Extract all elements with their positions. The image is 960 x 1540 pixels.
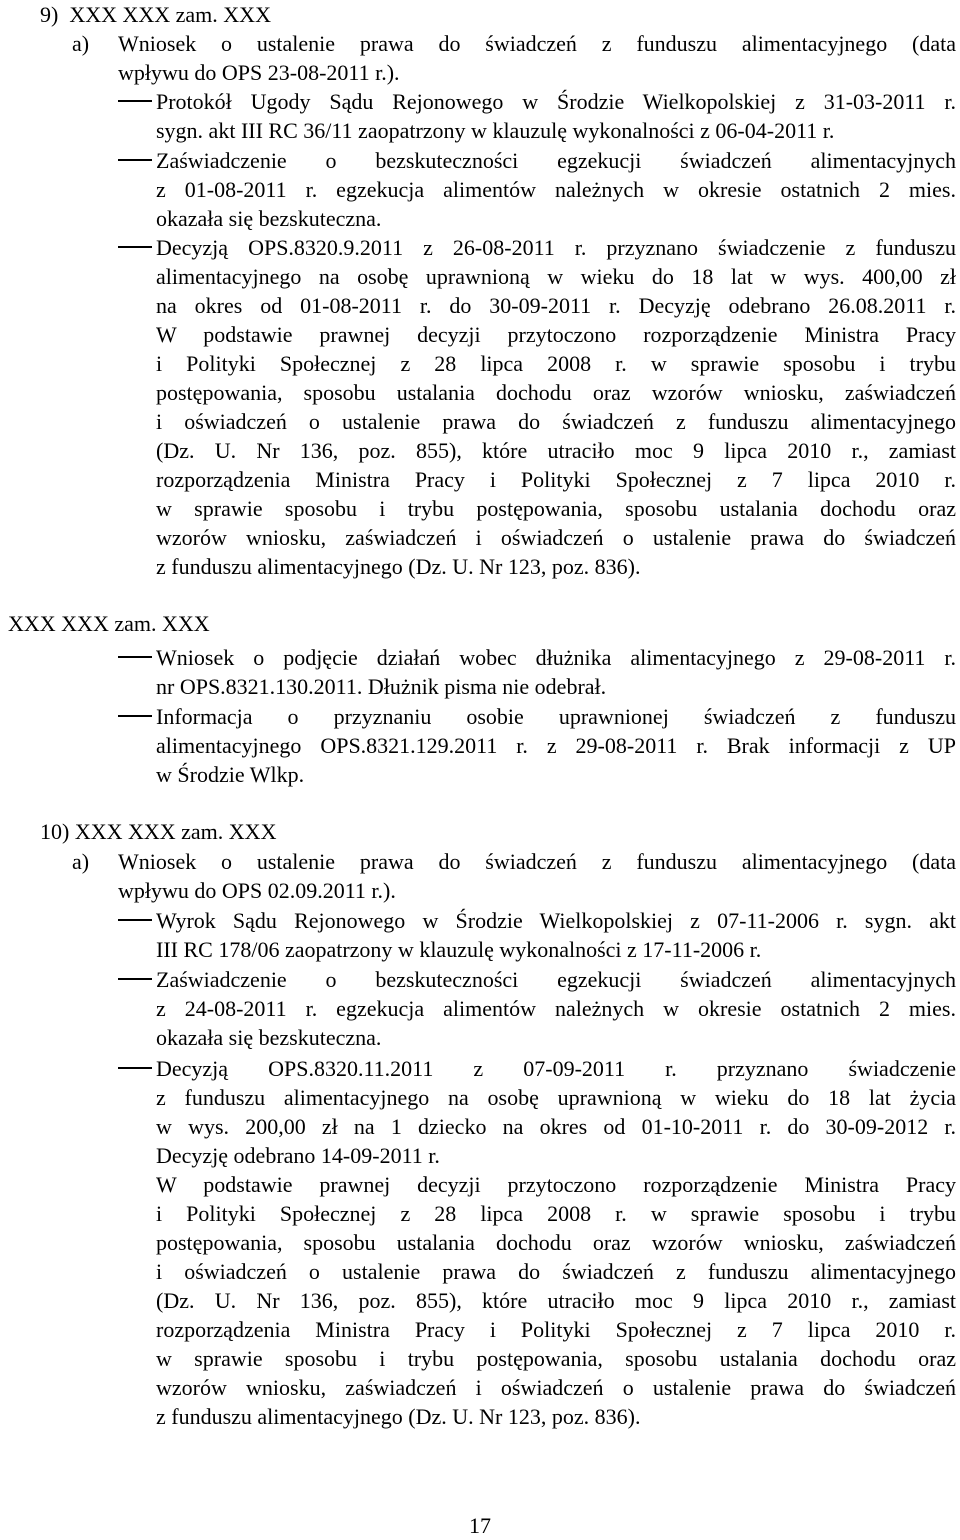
list-dash — [118, 715, 152, 717]
list-dash — [118, 159, 152, 161]
list-item-line: Informacja o przyznaniu osobie uprawnionej świadczeń z funduszu — [156, 704, 956, 729]
sub-item-text-line: Wniosek o ustalenie prawa do świadczeń z funduszu alimentacyjnego (data — [118, 849, 956, 874]
list-item-line: okazała się bezskuteczna. — [156, 1025, 382, 1050]
list-item-line: rozporządzenia Ministra Pracy i Polityki Społecznej z 7 lipca 2010 r. — [156, 467, 956, 492]
list-item-line: alimentacyjnego na osobę uprawnioną w wieku do 18 lat w wys. 400,00 zł — [156, 264, 956, 289]
list-item-line: III RC 178/06 zaopatrzony w klauzulę wykonalności z 17-11-2006 r. — [156, 937, 762, 962]
list-dash — [118, 1067, 152, 1069]
list-dash — [118, 919, 152, 921]
list-item-line: na okres od 01-08-2011 r. do 30-09-2011 r. Decyzję odebrano 26.08.2011 r. — [156, 293, 956, 318]
section-heading: 10) XXX XXX zam. XXX — [40, 819, 277, 844]
list-item-line: W podstawie prawnej decyzji przytoczono rozporządzenie Ministra Pracy — [156, 322, 956, 347]
list-item-line: w sprawie sposobu i trybu postępowania, sposobu ustalania dochodu oraz — [156, 496, 956, 521]
list-item-line: Zaświadczenie o bezskuteczności egzekucji świadczeń alimentacyjnych — [156, 967, 956, 992]
list-item-line: postępowania, sposobu ustalania dochodu oraz wzorów wniosku, zaświadczeń — [156, 380, 956, 405]
list-dash — [118, 246, 152, 248]
list-item-line: wzorów wniosku, zaświadczeń i oświadczeń o ustalenie prawa do świadczeń — [156, 525, 956, 550]
sub-item-text-line: wpływu do OPS 02.09.2011 r.). — [118, 878, 396, 903]
list-item-line: okazała się bezskuteczna. — [156, 206, 382, 231]
list-dash — [118, 100, 152, 102]
list-item-line: alimentacyjnego OPS.8321.129.2011 r. z 29-08-2011 r. Brak informacji z UP — [156, 733, 956, 758]
sub-item-text-line: wpływu do OPS 23-08-2011 r.). — [118, 60, 400, 85]
sub-item-text-line: Wniosek o ustalenie prawa do świadczeń z funduszu alimentacyjnego (data — [118, 31, 956, 56]
sub-item-label: a) — [72, 849, 90, 874]
list-item-line: Decyzję odebrano 14-09-2011 r. — [156, 1143, 440, 1168]
list-item-line: i oświadczeń o ustalenie prawa do świadczeń z funduszu alimentacyjnego — [156, 1259, 956, 1284]
section-heading: 9) XXX XXX zam. XXX — [40, 2, 271, 27]
list-item-line: Wyrok Sądu Rejonowego w Środzie Wielkopolskiej z 07-11-2006 r. sygn. akt — [156, 908, 956, 933]
section-heading: XXX XXX zam. XXX — [8, 611, 210, 636]
list-item-line: Decyzją OPS.8320.9.2011 z 26-08-2011 r. przyznano świadczenie z funduszu — [156, 235, 956, 260]
list-item-line: Zaświadczenie o bezskuteczności egzekucji świadczeń alimentacyjnych — [156, 148, 956, 173]
sub-item-label: a) — [72, 31, 90, 56]
list-item-line: rozporządzenia Ministra Pracy i Polityki Społecznej z 7 lipca 2010 r. — [156, 1317, 956, 1342]
list-dash — [118, 656, 152, 658]
list-item-line: i oświadczeń o ustalenie prawa do świadczeń z funduszu alimentacyjnego — [156, 409, 956, 434]
list-dash — [118, 978, 152, 980]
list-item-line: Wniosek o podjęcie działań wobec dłużnika alimentacyjnego z 29-08-2011 r. — [156, 645, 956, 670]
list-item-line: i Polityki Społecznej z 28 lipca 2008 r. w sprawie sposobu i trybu — [156, 351, 956, 376]
list-item-line: Decyzją OPS.8320.11.2011 z 07-09-2011 r. przyznano świadczenie — [156, 1056, 956, 1081]
list-item-line: nr OPS.8321.130.2011. Dłużnik pisma nie odebrał. — [156, 674, 607, 699]
list-item-line: w wys. 200,00 zł na 1 dziecko na okres od 01-10-2011 r. do 30-09-2012 r. — [156, 1114, 956, 1139]
list-item-line: w sprawie sposobu i trybu postępowania, sposobu ustalania dochodu oraz — [156, 1346, 956, 1371]
list-item-line: W podstawie prawnej decyzji przytoczono rozporządzenie Ministra Pracy — [156, 1172, 956, 1197]
list-item-line: z funduszu alimentacyjnego (Dz. U. Nr 123, poz. 836). — [156, 1404, 641, 1429]
list-item-line: (Dz. U. Nr 136, poz. 855), które utraciło moc 9 lipca 2010 r., zamiast — [156, 1288, 956, 1313]
page-number: 17 — [469, 1513, 491, 1538]
list-item-line: (Dz. U. Nr 136, poz. 855), które utraciło moc 9 lipca 2010 r., zamiast — [156, 438, 956, 463]
list-item-line: z funduszu alimentacyjnego na osobę uprawnioną w wieku do 18 lat życia — [156, 1085, 956, 1110]
list-item-line: wzorów wniosku, zaświadczeń i oświadczeń o ustalenie prawa do świadczeń — [156, 1375, 956, 1400]
list-item-line: z 01-08-2011 r. egzekucja alimentów należnych w okresie ostatnich 2 mies. — [156, 177, 956, 202]
list-item-line: sygn. akt III RC 36/11 zaopatrzony w klauzulę wykonalności z 06-04-2011 r. — [156, 118, 835, 143]
list-item-line: w Środzie Wlkp. — [156, 762, 305, 787]
list-item-line: i Polityki Społecznej z 28 lipca 2008 r. w sprawie sposobu i trybu — [156, 1201, 956, 1226]
list-item-line: postępowania, sposobu ustalania dochodu oraz wzorów wniosku, zaświadczeń — [156, 1230, 956, 1255]
list-item-line: Protokół Ugody Sądu Rejonowego w Środzie Wielkopolskiej z 31-03-2011 r. — [156, 89, 956, 114]
list-item-line: z 24-08-2011 r. egzekucja alimentów należnych w okresie ostatnich 2 mies. — [156, 996, 956, 1021]
list-item-line: z funduszu alimentacyjnego (Dz. U. Nr 123, poz. 836). — [156, 554, 641, 579]
